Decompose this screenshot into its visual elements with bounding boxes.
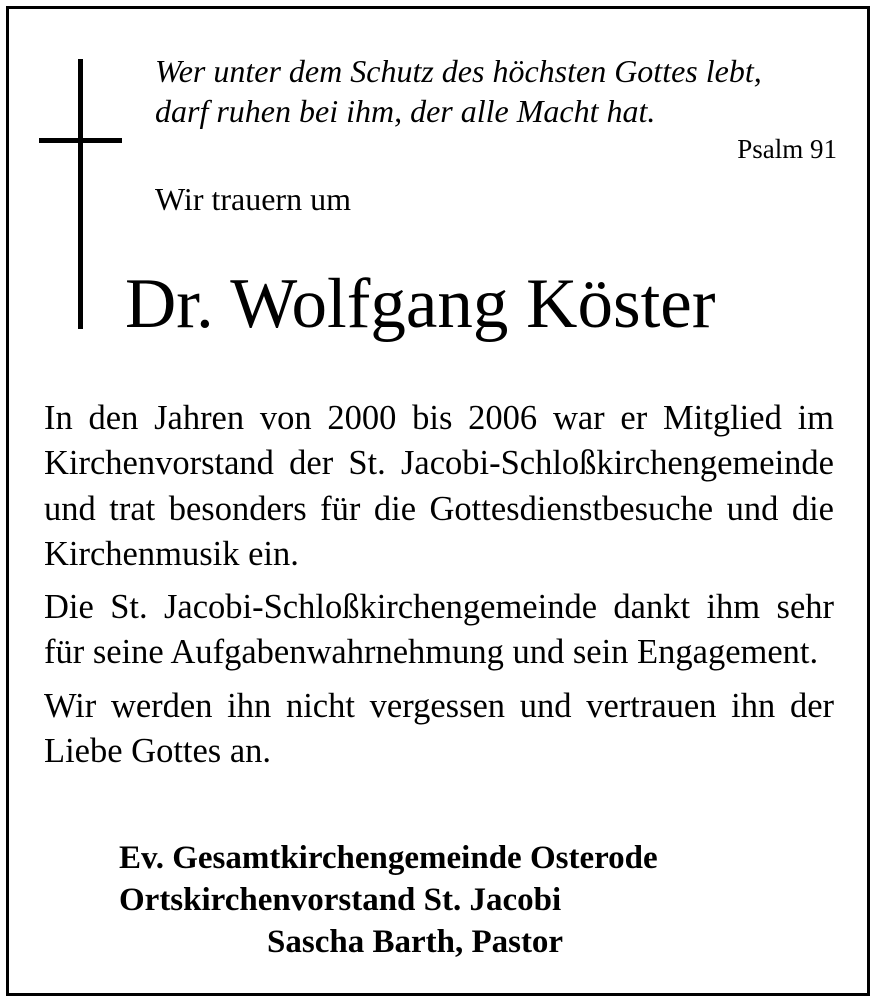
signature-organization: Ev. Gesamtkirchengemeinde Osterode — [119, 840, 658, 876]
verse-line-1: Wer unter dem Schutz des höchsten Gottes lebt, — [155, 53, 762, 89]
signature-block — [119, 837, 658, 963]
tribute-paragraph: Wir werden ihn nicht vergessen und vertrauen ihn der Liebe Gottes an. — [44, 686, 834, 771]
cross-icon-vertical-bar — [78, 59, 83, 329]
deceased-name: Dr. Wolfgang Köster — [125, 265, 716, 343]
obituary-notice — [6, 6, 870, 996]
mourning-intro: Wir trauern um — [155, 181, 351, 217]
tribute-paragraph: Die St. Jacobi-Schloßkirchengemeinde dankt ihm sehr für seine Aufgabenwahrnehmung und sein Engagement. — [44, 588, 834, 672]
verse-line-2: darf ruhen bei ihm, der alle Macht hat. — [155, 93, 656, 129]
tribute-paragraph: In den Jahren von 2000 bis 2006 war er Mitglied im Kirchenvorstand der St. Jacobi-Schloßkirchengemeinde und trat besonders für die Gottesdienstbesuche und die Kirchenmusik ein. — [44, 399, 834, 573]
signature-council: Ortskirchenvorstand St. Jacobi — [119, 882, 562, 918]
bible-verse — [155, 51, 845, 131]
verse-reference: Psalm 91 — [737, 134, 837, 164]
signature-pastor: Sascha Barth, Pastor — [267, 924, 564, 960]
tribute-text — [44, 396, 834, 782]
cross-icon-horizontal-bar — [39, 138, 122, 143]
